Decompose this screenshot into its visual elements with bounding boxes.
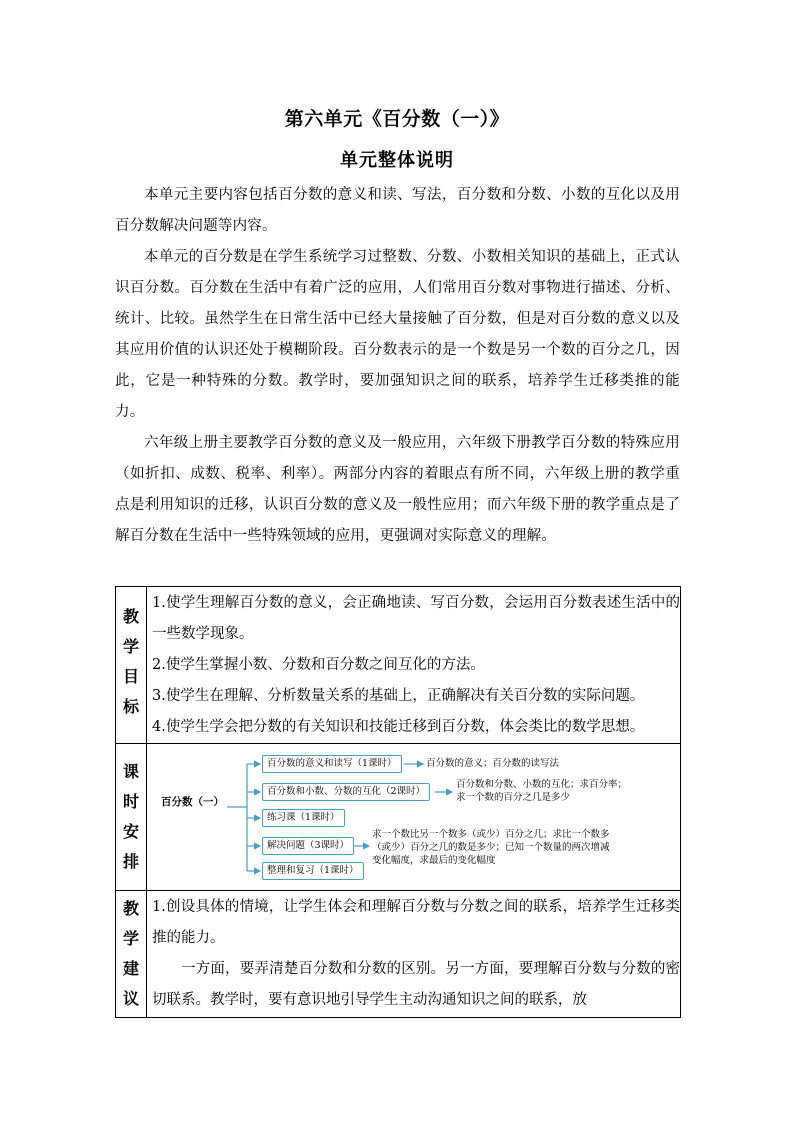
- label-char: 课: [122, 762, 139, 781]
- label-char: 目: [122, 667, 139, 686]
- schedule-diagram-cell: [147, 744, 681, 891]
- page-title: 第六单元《百分数（一）》: [284, 108, 510, 130]
- label-char: 学: [122, 637, 139, 656]
- label-char: 教: [122, 607, 139, 626]
- goals-label: [116, 587, 146, 737]
- lesson-schedule-diagram: [147, 744, 680, 890]
- goals-row: [116, 587, 681, 744]
- diagram-root: 百分数（一）: [161, 796, 224, 808]
- goal-item: 3.使学生在理解、分析数量关系的基础上，正确解决有关百分数的实际问题。: [152, 688, 645, 704]
- goals-content: [147, 587, 680, 743]
- lesson-node-desc: 求一个数的百分之几是多少: [456, 792, 571, 803]
- label-char: 时: [122, 792, 139, 811]
- label-char: 建: [122, 959, 139, 978]
- lesson-node-box: 解决问题（3课时）: [262, 837, 354, 855]
- lesson-node-desc: 百分数的意义；百分数的读写法: [426, 758, 560, 769]
- intro-paragraph: 六年级上册主要教学百分数的意义及一般应用，六年级下册教学百分数的特殊应用（如折扣、成数、税率、利率）。两部分内容的着眼点有所不同，六年级上册的教学重点是利用知识的迁移，认识百分数的意义及一般性应用；而六年级下册的教学重点是了解百分数在生活中一些特殊领域的应用，更强调对实际意义的理解。: [115, 435, 680, 544]
- label-char: 教: [122, 899, 139, 918]
- suggestion-item: 一方面，要弄清楚百分数和分数的区别。另一方面，要理解百分数与分数的密切联系。教学时，要有意识地引导学生主动沟通知识之间的联系，放: [152, 961, 680, 1008]
- label-char: 安: [122, 822, 139, 841]
- lesson-node-box: 整理和复习（1课时）: [262, 862, 364, 880]
- suggestions-content: [147, 891, 680, 1016]
- label-char: 学: [122, 929, 139, 948]
- goal-item: 1.使学生理解百分数的意义，会正确地读、写百分数，会运用百分数表述生活中的一些数学现象。: [152, 595, 680, 642]
- label-char: 议: [122, 989, 139, 1008]
- schedule-label-cell: [116, 744, 147, 891]
- schedule-row: [116, 744, 681, 891]
- label-char: 排: [122, 852, 139, 871]
- intro-paragraph: 本单元的百分数是在学生系统学习过整数、分数、小数相关知识的基础上，正式认识百分数。百分数在生活中有着广泛的应用，人们常用百分数对事物进行描述、分析、统计、比较。虽然学生在日常生活中已经大量接触了百分数，但是对百分数的意义以及其应用价值的认识还处于模糊阶段。百分数表示的是一个数是另一个数的百分之几，因此，它是一种特殊的分数。教学时，要加强知识之间的联系，培养学生迁移类推的能力。: [115, 249, 680, 420]
- diagram-connectors: [147, 744, 682, 890]
- lesson-node-desc: 求一个数比另一个数多（或少）百分之几；求比一个数多: [372, 829, 610, 840]
- lesson-node-box: 练习课（1课时）: [262, 809, 345, 827]
- lesson-node-desc: （或少）百分之几的数是多少；已知一个数量的两次增减: [372, 842, 610, 853]
- suggestions-row: [116, 891, 681, 1018]
- unit-info-table: [115, 586, 681, 1018]
- page-subtitle: 单元整体说明: [340, 150, 454, 171]
- goal-item: 2.使学生掌握小数、分数和百分数之间互化的方法。: [152, 657, 485, 673]
- lesson-node-desc: 变化幅度，求最后的变化幅度: [372, 855, 496, 866]
- lesson-node-desc: 百分数和分数、小数的互化；求百分率；: [456, 779, 628, 790]
- goal-item: 4.使学生学会把分数的有关知识和技能迁移到百分数，体会类比的数学思想。: [152, 719, 645, 735]
- lesson-node-box: 百分数和小数、分数的互化（2课时）: [262, 783, 430, 801]
- intro-text: [115, 180, 680, 552]
- suggestion-item: 1.创设具体的情境，让学生体会和理解百分数与分数之间的联系，培养学生迁移类推的能力。: [152, 899, 680, 946]
- suggestions-content-cell: [147, 891, 681, 1018]
- goals-label-cell: [116, 587, 147, 744]
- suggestions-label: [116, 891, 146, 1017]
- schedule-label: [116, 744, 146, 890]
- suggestions-label-cell: [116, 891, 147, 1018]
- goals-content-cell: [147, 587, 681, 744]
- lesson-node-box: 百分数的意义和读写（1课时）: [262, 755, 402, 773]
- label-char: 标: [122, 697, 139, 716]
- intro-paragraph: 本单元主要内容包括百分数的意义和读、写法，百分数和分数、小数的互化以及用百分数解决问题等内容。: [115, 187, 680, 234]
